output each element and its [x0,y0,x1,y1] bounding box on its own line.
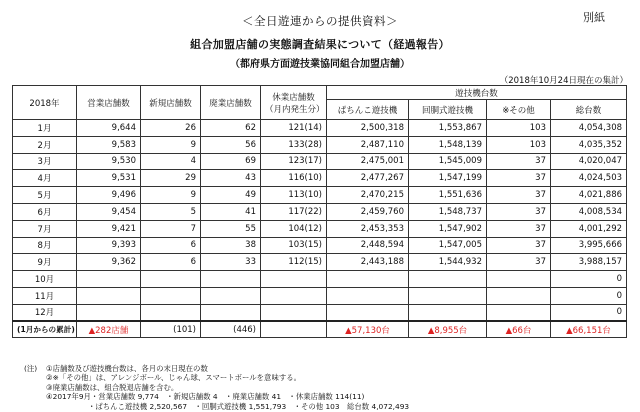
note-line-5 [24,402,409,411]
table-row [13,304,627,321]
cell-total: 0 [551,304,627,321]
note-text-2: ②※「その他」は、アレンジボール、じゃん球、スマートボールを意味する。 [46,373,302,383]
cell-pachislo: 1,547,199 [409,170,487,187]
cell-pachislo: 1,547,902 [409,220,487,237]
cumulative-other: ▲66台 [487,321,551,338]
cell-other: 103 [487,120,551,137]
cell-active: 9,530 [77,153,141,170]
table-row [13,287,627,304]
cell-suspended [261,287,327,304]
cell-closed [201,304,261,321]
cell-active: 9,393 [77,237,141,254]
cell-closed: 56 [201,136,261,153]
cumulative-pachislo: ▲8,955台 [409,321,487,338]
cell-total: 0 [551,271,627,288]
cell-other: 37 [487,237,551,254]
cell-suspended: 104(12) [261,220,327,237]
cell-month: 3月 [13,153,77,170]
cell-active: 9,583 [77,136,141,153]
cell-new: 9 [141,136,201,153]
cell-pachislo: 1,547,005 [409,237,487,254]
cell-other: 37 [487,153,551,170]
cell-suspended [261,271,327,288]
cell-other [487,287,551,304]
table-row [13,153,627,170]
document-org: （都府県方面遊技業協同組合加盟店舗） [230,59,410,70]
cell-suspended: 116(10) [261,170,327,187]
header-other: ※その他 [487,100,551,120]
cell-new: 4 [141,153,201,170]
cell-new: 26 [141,120,201,137]
cell-pachinko [327,304,409,321]
cell-suspended [261,304,327,321]
cell-new: 9 [141,187,201,204]
document-subtitle: 組合加盟店舗の実態調査結果について（経過報告） [190,38,450,51]
table-row [13,203,627,220]
cell-suspended: 123(17) [261,153,327,170]
cell-new [141,304,201,321]
cell-pachislo: 1,551,636 [409,187,487,204]
survey-table [12,85,627,338]
cell-suspended: 121(14) [261,120,327,137]
cumulative-new: (101) [141,321,201,338]
cell-closed: 38 [201,237,261,254]
cell-pachinko [327,287,409,304]
cell-suspended: 103(15) [261,237,327,254]
cell-total: 4,008,534 [551,203,627,220]
cell-active: 9,454 [77,203,141,220]
cell-month: 9月 [13,254,77,271]
cell-other [487,304,551,321]
cell-active: 9,362 [77,254,141,271]
cell-pachinko: 2,443,188 [327,254,409,271]
cell-pachislo: 1,553,867 [409,120,487,137]
cell-new: 6 [141,237,201,254]
cumulative-suspended [261,321,327,338]
cell-pachislo: 1,545,009 [409,153,487,170]
cell-month: 1月 [13,120,77,137]
cell-other: 37 [487,220,551,237]
cell-suspended: 133(28) [261,136,327,153]
cell-active [77,287,141,304]
cell-total: 4,054,308 [551,120,627,137]
notes-label: (注) [24,364,38,373]
cumulative-total: ▲66,151台 [551,321,627,338]
cell-pachislo: 1,548,139 [409,136,487,153]
cell-pachislo [409,287,487,304]
cell-month: 6月 [13,203,77,220]
table-row [13,170,627,187]
table-row [13,187,627,204]
cell-pachislo [409,271,487,288]
cell-total: 4,024,503 [551,170,627,187]
header-machines-group: 遊技機台数 [327,86,627,100]
cell-pachislo [409,304,487,321]
cell-month: 12月 [13,304,77,321]
cell-other: 37 [487,254,551,271]
cell-total: 4,020,047 [551,153,627,170]
cell-other: 103 [487,136,551,153]
cell-active [77,271,141,288]
cell-new [141,271,201,288]
cell-month: 4月 [13,170,77,187]
note-text-4: ④2017年9月・営業店舗数 9,774 ・新規店舗数 4 ・廃業店舗数 41 ・休業店舗数 114(11) [46,392,365,402]
cell-month: 7月 [13,220,77,237]
cell-closed: 62 [201,120,261,137]
header-active-stores: 営業店舗数 [77,86,141,120]
cell-new: 5 [141,203,201,220]
header-suspended [261,86,327,120]
cell-total: 4,001,292 [551,220,627,237]
note-line-4 [24,392,409,401]
cell-closed: 49 [201,187,261,204]
cell-closed: 41 [201,203,261,220]
note-text-1: ①店舗数及び遊技機台数は、各月の末日現在の数 [46,364,208,373]
cell-other: 37 [487,187,551,204]
cell-new: 6 [141,254,201,271]
cell-new [141,287,201,304]
table-row [13,136,627,153]
cumulative-closed: (446) [201,321,261,338]
note-line-2 [24,373,409,382]
cell-active: 9,421 [77,220,141,237]
table-row [13,120,627,137]
notes [24,364,409,411]
as-of-date: （2018年10月24日現在の集計） [499,76,628,86]
cell-total: 3,988,157 [551,254,627,271]
header-pachislo: 回胴式遊技機 [409,100,487,120]
cell-month: 2月 [13,136,77,153]
cell-month: 5月 [13,187,77,204]
table-row [13,254,627,271]
cell-active [77,304,141,321]
cell-total: 0 [551,287,627,304]
cell-pachislo: 1,548,737 [409,203,487,220]
cell-other: 37 [487,170,551,187]
cell-total: 3,995,666 [551,237,627,254]
note-line-3 [24,383,409,392]
cell-closed: 43 [201,170,261,187]
betsushi-label: 別紙 [583,11,605,24]
cell-pachinko [327,271,409,288]
table-row [13,237,627,254]
header-row-1 [13,86,627,100]
cell-new: 29 [141,170,201,187]
cell-suspended: 117(22) [261,203,327,220]
table-row [13,271,627,288]
cell-closed [201,271,261,288]
cell-total: 4,021,886 [551,187,627,204]
cell-other: 37 [487,203,551,220]
cell-closed: 55 [201,220,261,237]
cumulative-pachinko: ▲57,130台 [327,321,409,338]
header-total: 総台数 [551,100,627,120]
cell-closed [201,287,261,304]
cell-other [487,271,551,288]
cumulative-label: (1月からの累計) [13,321,77,338]
cell-closed: 69 [201,153,261,170]
cell-new: 7 [141,220,201,237]
cell-pachinko: 2,487,110 [327,136,409,153]
cell-pachinko: 2,453,353 [327,220,409,237]
cell-closed: 33 [201,254,261,271]
cell-suspended: 113(10) [261,187,327,204]
note-text-5: ・ぱちんこ遊技機 2,520,567 ・回胴式遊技機 1,551,793 ・その他 103 総台数 4,072,493 [88,401,410,411]
cell-pachislo: 1,544,932 [409,254,487,271]
document-title: ＜全日遊連からの提供資料＞ [242,14,398,28]
cell-pachinko: 2,475,001 [327,153,409,170]
header-suspended-label: 休業店舗数 [272,92,315,103]
cell-pachinko: 2,448,594 [327,237,409,254]
cell-pachinko: 2,477,267 [327,170,409,187]
cumulative-row [13,321,627,338]
cell-month: 11月 [13,287,77,304]
header-closed-stores: 廃業店舗数 [201,86,261,120]
cell-active: 9,531 [77,170,141,187]
cell-suspended: 112(15) [261,254,327,271]
cell-total: 4,035,352 [551,136,627,153]
note-line-1 [24,364,409,373]
cell-pachinko: 2,500,318 [327,120,409,137]
cell-month: 8月 [13,237,77,254]
note-text-3: ③廃業店舗数は、組合脱退店舗を含む。 [46,382,179,392]
table-row [13,220,627,237]
cell-pachinko: 2,459,760 [327,203,409,220]
header-year: 2018年 [13,86,77,120]
header-pachinko: ぱちんこ遊技機 [327,100,409,120]
cell-pachinko: 2,470,215 [327,187,409,204]
cell-active: 9,644 [77,120,141,137]
header-suspended-note: （月内発生分） [265,104,325,115]
cumulative-active: ▲282店舗 [77,321,141,338]
cell-active: 9,496 [77,187,141,204]
header-new-stores: 新規店舗数 [141,86,201,120]
cell-month: 10月 [13,271,77,288]
